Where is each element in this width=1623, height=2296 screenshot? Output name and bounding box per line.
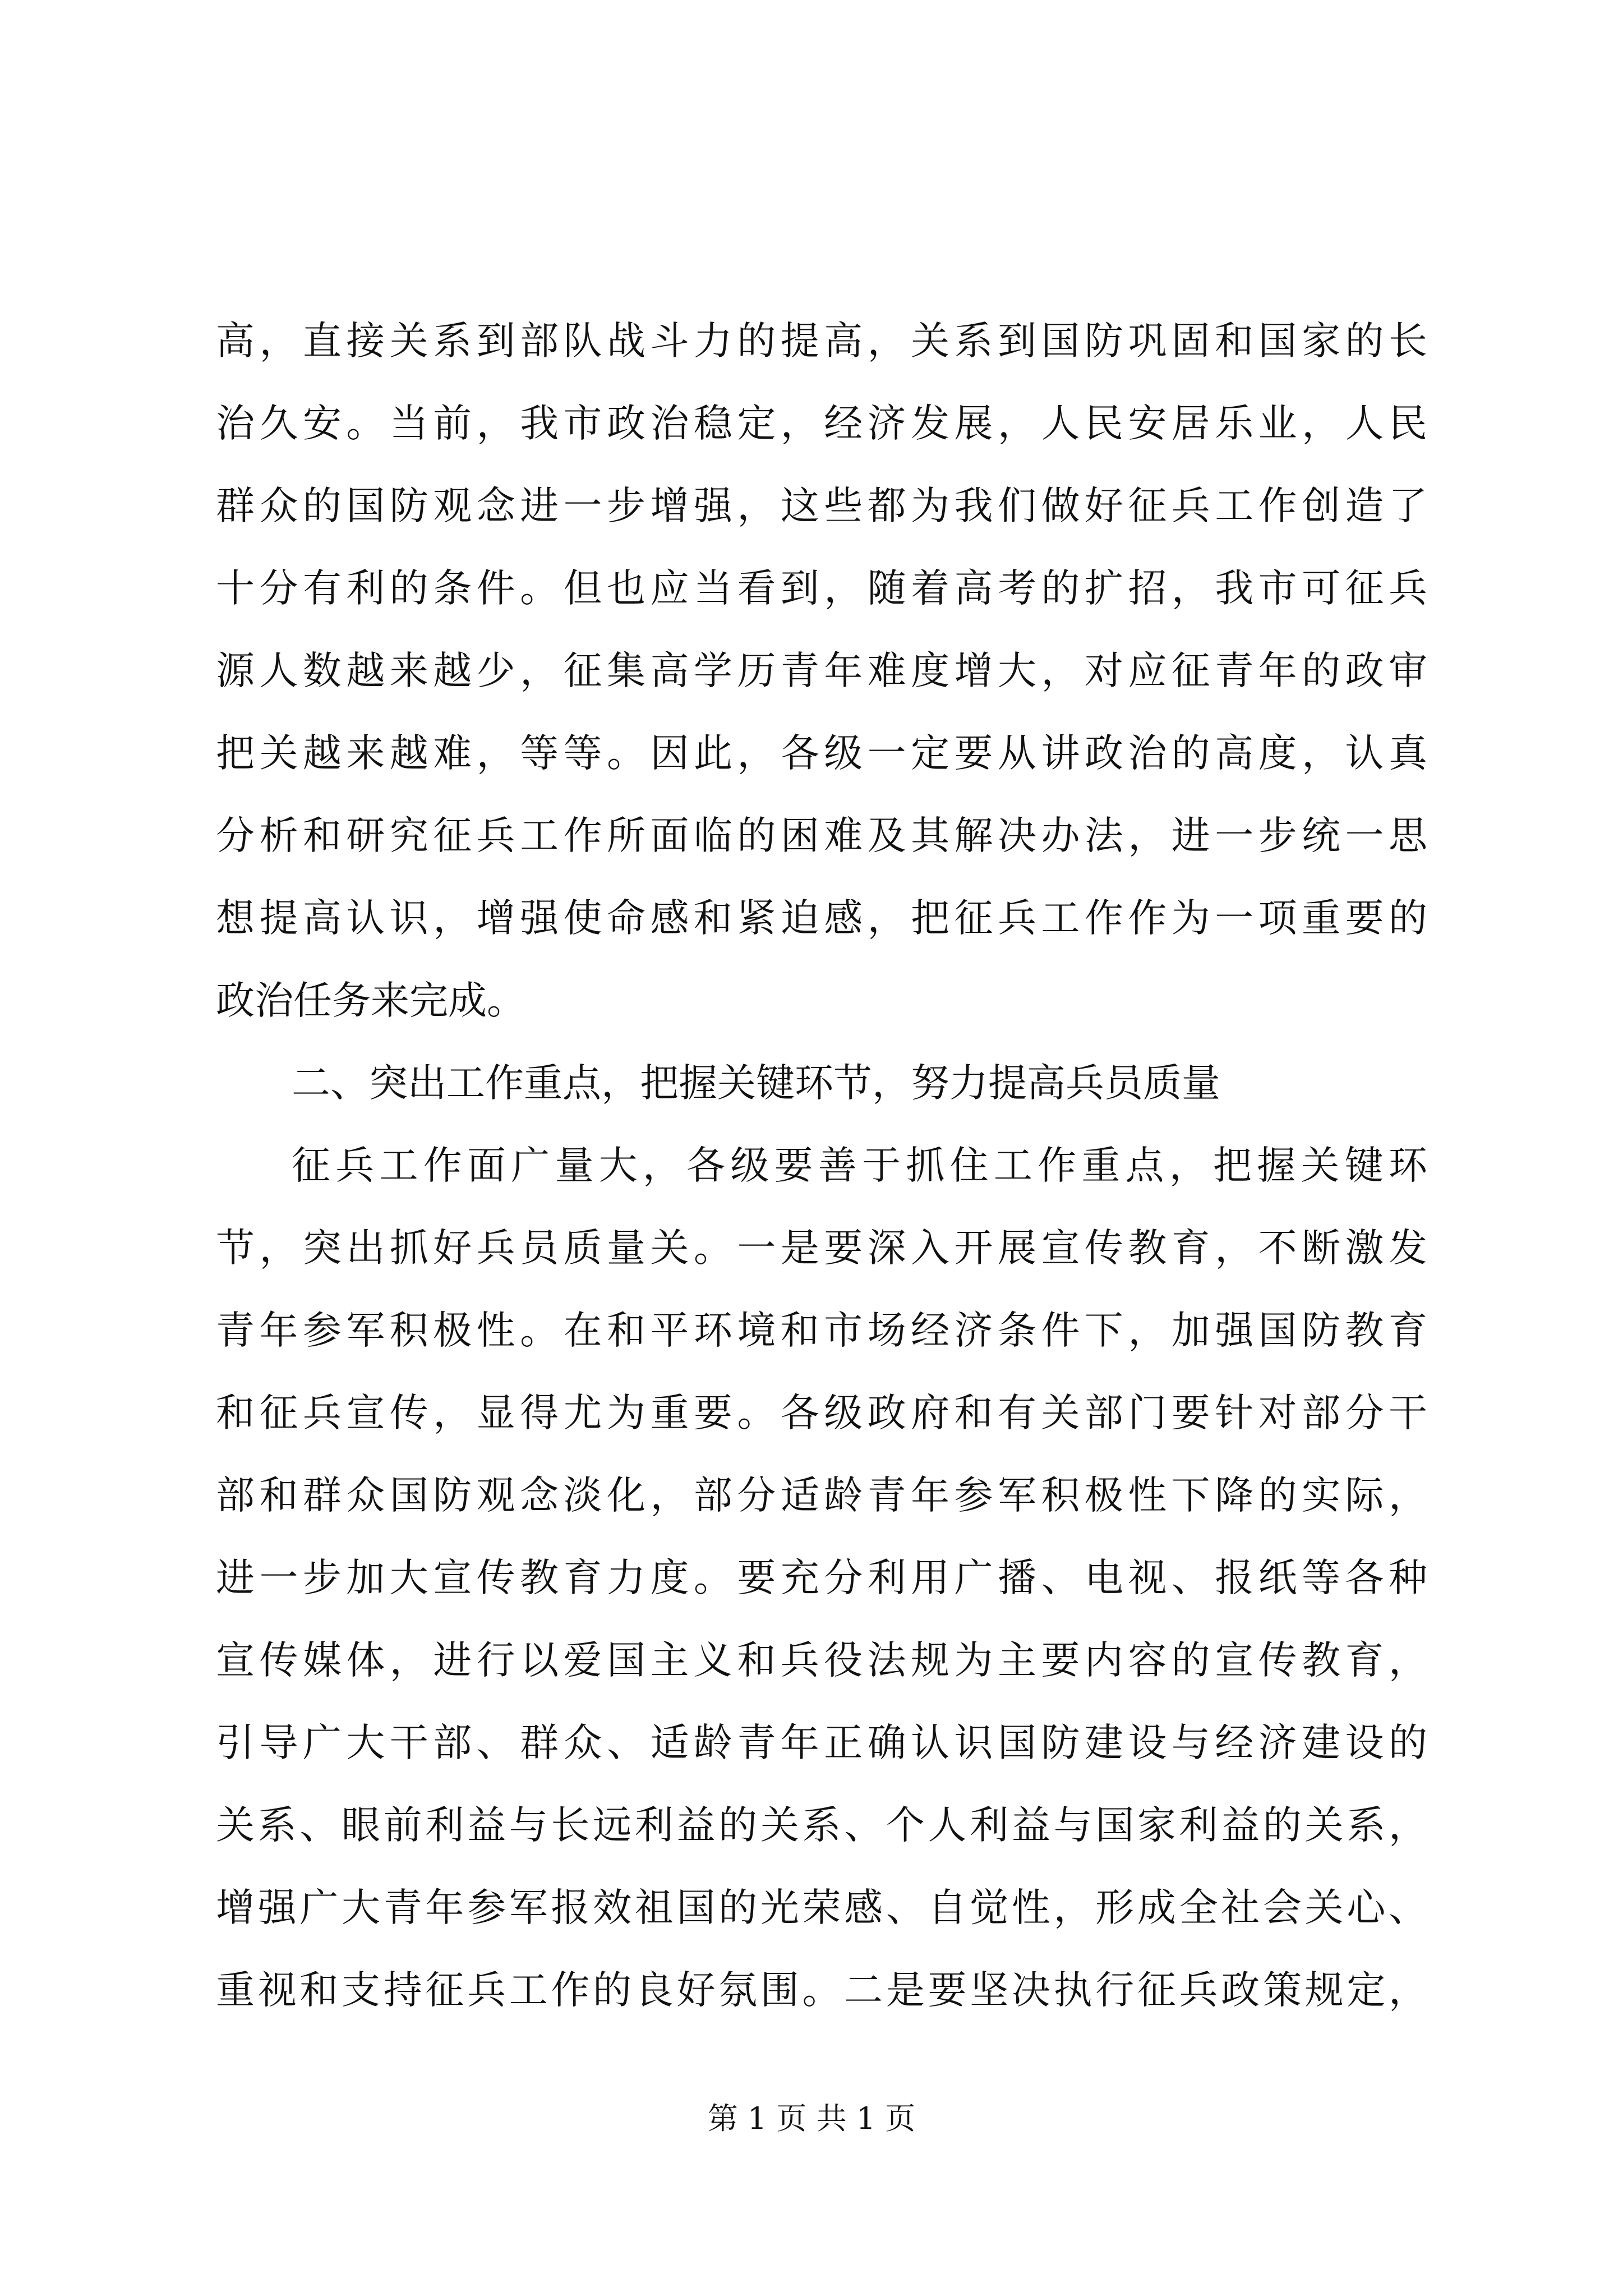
text-line: 高，直接关系到部队战斗力的提高，关系到国防巩固和国家的长 (216, 319, 1427, 364)
text-line: 源人数越来越少，征集高学历青年难度增大，对应征青年的政审 (216, 648, 1427, 693)
text-line: 和征兵宣传，显得尤为重要。各级政府和有关部门要针对部分干 (216, 1391, 1427, 1435)
text-line: 增强广大青年参军报效祖国的光荣感、自觉性，形成全社会关心、 (216, 1885, 1427, 1930)
section-heading: 二、突出工作重点，把握关键环节，努力提高兵员质量 (292, 1061, 1220, 1106)
text-line: 想提高认识，增强使命感和紧迫感，把征兵工作作为一项重要的 (216, 896, 1427, 941)
text-line: 引导广大干部、群众、适龄青年正确认识国防建设与经济建设的 (216, 1720, 1427, 1765)
text-line: 重视和支持征兵工作的良好氛围。二是要坚决执行征兵政策规定， (216, 1968, 1427, 2013)
text-line: 群众的国防观念进一步增强，这些都为我们做好征兵工作创造了 (216, 484, 1427, 528)
text-line: 征兵工作面广量大，各级要善于抓住工作重点，把握关键环 (292, 1143, 1427, 1188)
text-line: 政治任务来完成。 (216, 978, 525, 1023)
text-line: 节，突出抓好兵员质量关。一是要深入开展宣传教育，不断激发 (216, 1226, 1427, 1271)
text-line: 治久安。当前，我市政治稳定，经济发展，人民安居乐业，人民 (216, 401, 1427, 446)
text-line: 青年参军积极性。在和平环境和市场经济条件下，加强国防教育 (216, 1308, 1427, 1353)
text-line: 宣传媒体，进行以爱国主义和兵役法规为主要内容的宣传教育， (216, 1638, 1427, 1683)
text-line: 十分有利的条件。但也应当看到，随着高考的扩招，我市可征兵 (216, 566, 1427, 611)
body-text (216, 300, 1427, 2032)
page-footer: 第 1 页 共 1 页 (707, 2101, 916, 2136)
text-line: 把关越来越难，等等。因此，各级一定要从讲政治的高度，认真 (216, 731, 1427, 776)
text-line: 进一步加大宣传教育力度。要充分利用广播、电视、报纸等各种 (216, 1556, 1427, 1600)
text-line: 部和群众国防观念淡化，部分适龄青年参军积极性下降的实际， (216, 1473, 1427, 1518)
text-line: 关系、眼前利益与长远利益的关系、个人利益与国家利益的关系， (216, 1803, 1427, 1848)
text-line: 分析和研究征兵工作所面临的困难及其解决办法，进一步统一思 (216, 813, 1427, 858)
